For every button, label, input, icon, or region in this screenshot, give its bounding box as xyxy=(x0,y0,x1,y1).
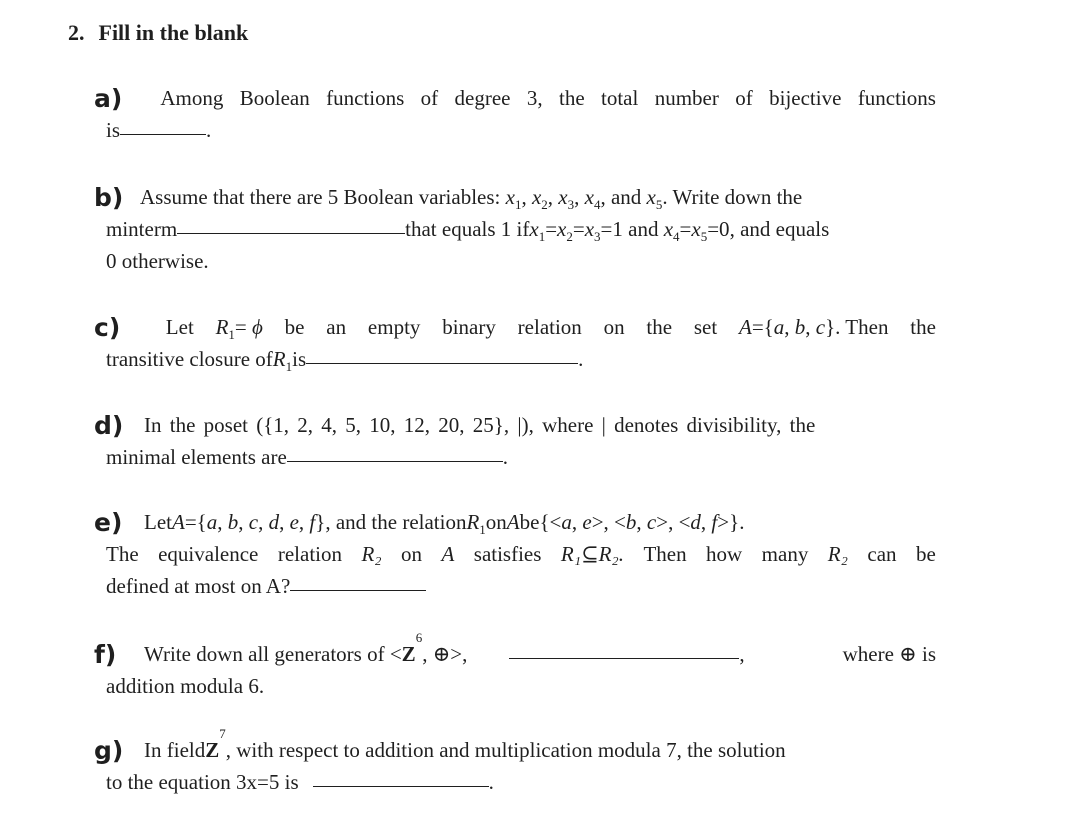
section-number: 2. xyxy=(68,20,85,45)
section-heading xyxy=(68,20,248,46)
marker-d: d) xyxy=(94,411,124,440)
qa-line2: is . xyxy=(106,114,936,146)
qg-line2: to the equation 3x=5 is . xyxy=(106,766,936,798)
marker-g: g) xyxy=(94,736,124,765)
qe-line2: The equivalence relation R₂ on A satisfies R₁⊆R₂. Then how many R₂ can be xyxy=(106,542,936,566)
qc-line2: transitive closure of $R_1$ is . xyxy=(106,343,936,375)
question-c xyxy=(94,311,936,375)
qg-line1: In field Z 7 , with respect to addition and multiplication modula 7, the solution xyxy=(144,726,786,762)
marker-f: f) xyxy=(94,640,117,669)
question-g xyxy=(94,726,936,798)
marker-e: e) xyxy=(94,508,123,537)
qc-line1: Let $R_1= \phi$ be an empty binary relation on the set A={a, b, c}. Then the xyxy=(165,315,936,343)
qd-line2: minimal elements are . xyxy=(106,441,936,473)
answer-blank-b[interactable] xyxy=(177,213,405,234)
marker-a: a) xyxy=(94,84,123,113)
qb-line1: Assume that there are 5 Boolean variables: $x_1$, $x_2$, $x_3$, $x_4$, and $x_5$ . Write down the xyxy=(140,185,803,213)
question-e xyxy=(94,506,936,602)
answer-blank-g[interactable] xyxy=(313,766,489,787)
question-b xyxy=(94,181,936,277)
answer-blank-e[interactable] xyxy=(290,570,426,591)
answer-blank-d[interactable] xyxy=(287,441,503,462)
marker-b: b) xyxy=(94,183,124,212)
answer-blank-f[interactable] xyxy=(509,638,739,659)
qe-line1: Let A={a, b, c, d, e, f} , and the relation $R_1$ on A be {<a, e>, <b, c>, <d, f>}. xyxy=(144,510,745,538)
qf-line2: addition modula 6. xyxy=(106,674,265,698)
answer-blank-c[interactable] xyxy=(306,343,578,364)
qd-line1: In the poset ({1, 2, 4, 5, 10, 12, 20, 25}, |), where | denotes divisibility, the xyxy=(144,413,816,437)
question-f xyxy=(94,630,936,702)
marker-c: c) xyxy=(94,313,121,342)
qe-line3: defined at most on A? xyxy=(106,570,936,602)
section-title: Fill in the blank xyxy=(98,20,249,45)
answer-blank-a[interactable] xyxy=(120,114,206,135)
qb-line2: minterm that equals 1 if $x_1=x_2=x_3=1$ and $x_4=x_5=0$ , and equals xyxy=(106,213,936,245)
qb-line3: 0 otherwise. xyxy=(106,249,209,273)
qf-line1: Write down all generators of < Z 6 , ⊕>, , where ⊕ is xyxy=(144,630,936,666)
question-d xyxy=(94,409,936,473)
qa-line1: Among Boolean functions of degree 3, the total number of bijective functions xyxy=(160,86,936,110)
question-a xyxy=(94,82,936,146)
